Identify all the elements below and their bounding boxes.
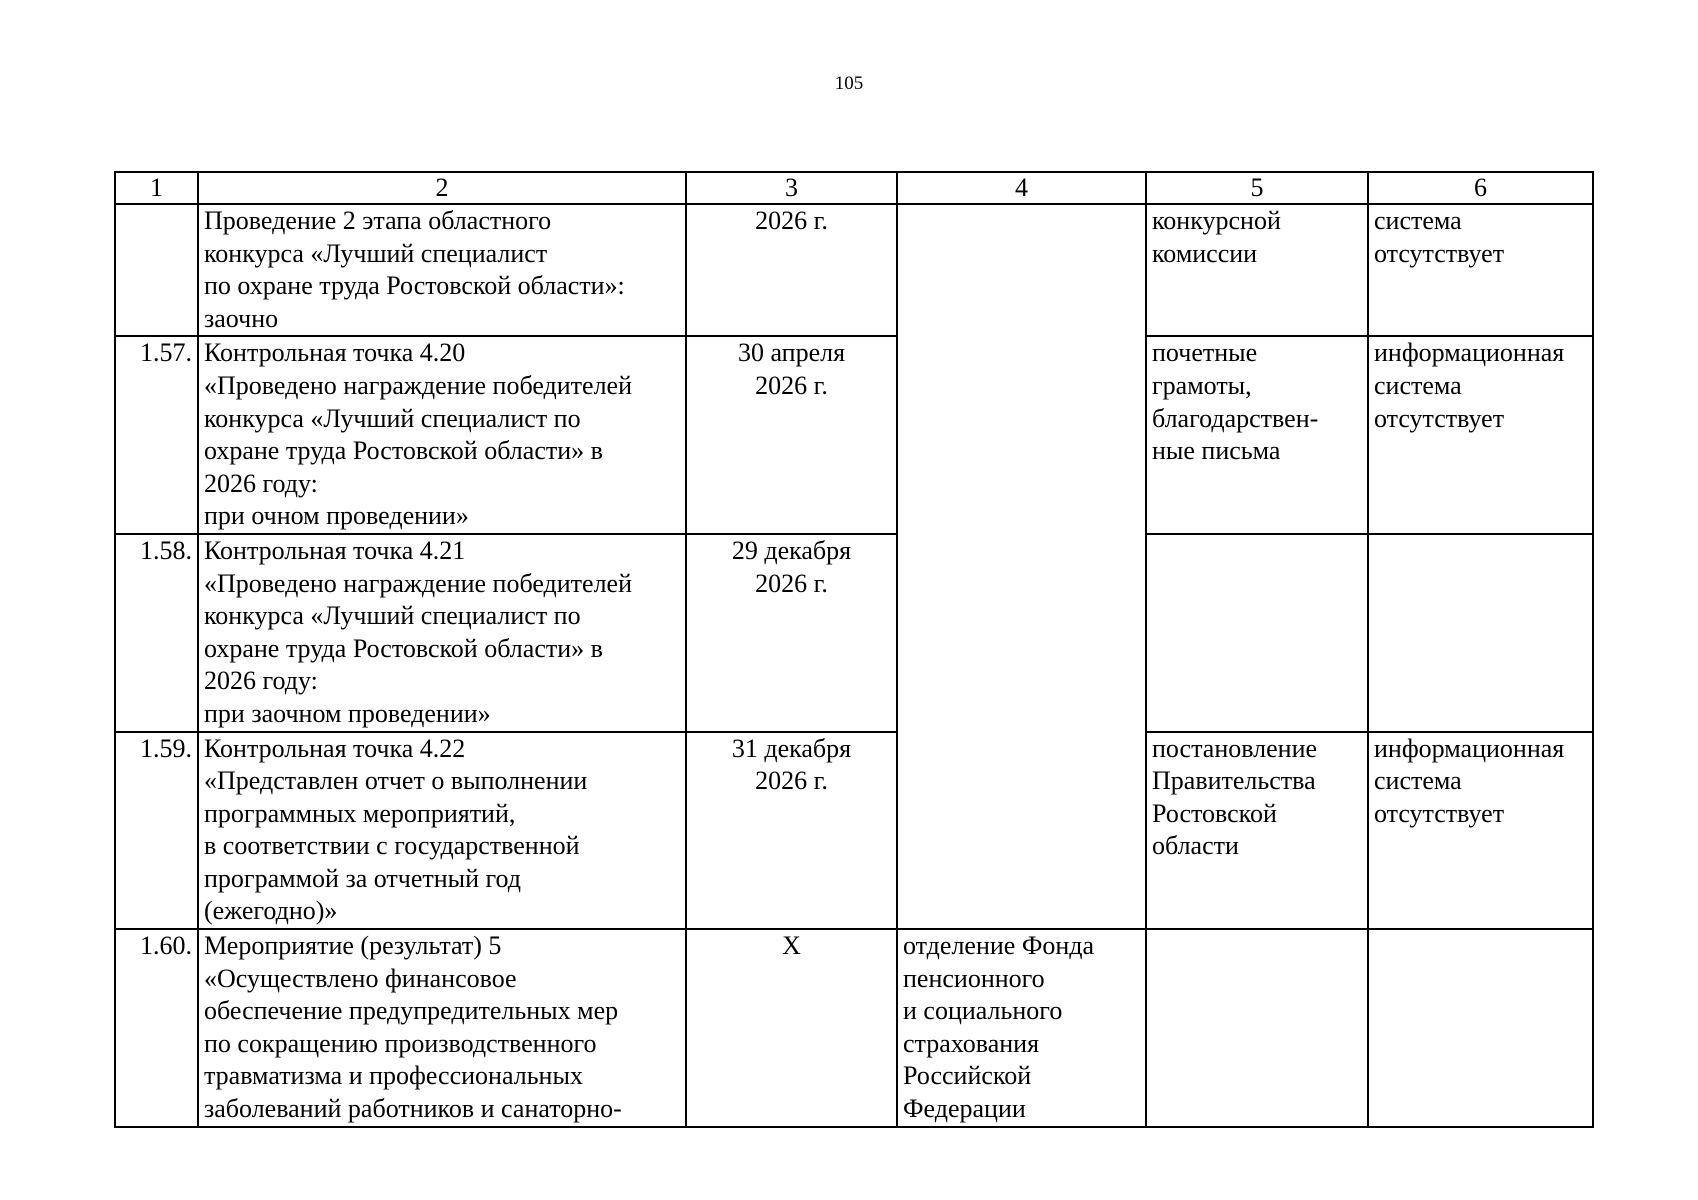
responsible-executor: отделение Фонда пенсионного и социального страхования Российской Федерации [897,929,1146,1127]
table-row [115,732,1593,930]
document-type: постановление Правительства Ростовской области [1146,732,1368,930]
deadline: 2026 г. [686,204,897,336]
table-header-row [115,172,1593,204]
deadline: 30 апреля 2026 г. [686,336,897,534]
information-system [1368,929,1593,1127]
measure-name: Контрольная точка 4.20 «Проведено награждение победителей конкурса «Лучший специалист по охране труда Ростовской области» в 2026 году: при очном проведении» [198,336,686,534]
table-row [115,929,1593,1127]
measure-name: Проведение 2 этапа областного конкурса «Лучший специалист по охране труда Ростовской области»: заочно [198,204,686,336]
measure-name: Мероприятие (результат) 5 «Осуществлено финансовое обеспечение предупредительных мер по сокращению производственного травматизма и профессиональных заболеваний работников и санаторно- [198,929,686,1127]
table-row [115,336,1593,534]
column-header: 2 [198,172,686,204]
table-row [115,204,1593,336]
document-type: почетные грамоты, благодарствен- ные письма [1146,336,1368,534]
column-header: 5 [1146,172,1368,204]
document-type: конкурсной комиссии [1146,204,1368,336]
column-header: 6 [1368,172,1593,204]
information-system: информационная система отсутствует [1368,336,1593,534]
information-system [1368,534,1593,732]
measure-name: Контрольная точка 4.21 «Проведено награждение победителей конкурса «Лучший специалист по охране труда Ростовской области» в 2026 году: при заочном проведении» [198,534,686,732]
measures-table [114,171,1594,1128]
information-system: информационная система отсутствует [1368,732,1593,930]
row-number: 1.58. [115,534,198,732]
document-type [1146,929,1368,1127]
information-system: система отсутствует [1368,204,1593,336]
column-header: 1 [115,172,198,204]
column-header: 4 [897,172,1146,204]
row-number: 1.57. [115,336,198,534]
responsible-executor [897,204,1146,929]
column-header: 3 [686,172,897,204]
table-row [115,534,1593,732]
row-number [115,204,198,336]
page-number: 105 [834,73,864,94]
deadline: Х [686,929,897,1127]
document-type [1146,534,1368,732]
row-number: 1.60. [115,929,198,1127]
measure-name: Контрольная точка 4.22 «Представлен отчет о выполнении программных мероприятий, в соответствии с государственной программой за отчетный год (ежегодно)» [198,732,686,930]
deadline: 31 декабря 2026 г. [686,732,897,930]
row-number: 1.59. [115,732,198,930]
deadline: 29 декабря 2026 г. [686,534,897,732]
